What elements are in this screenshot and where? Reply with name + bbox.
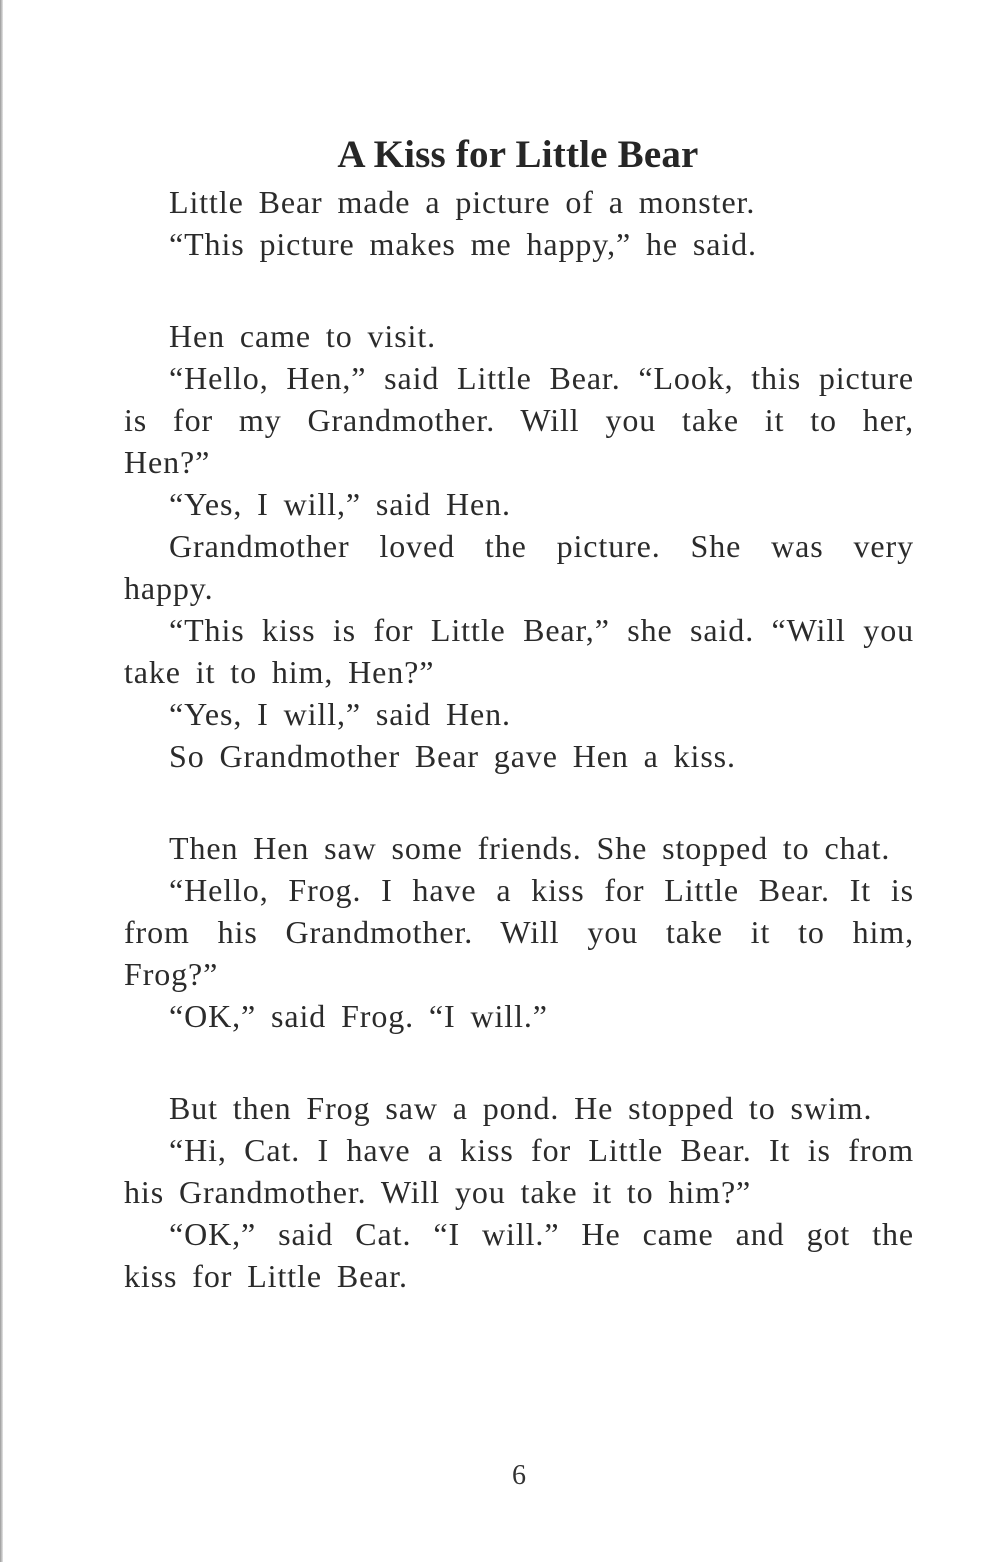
paragraph: “Hi, Cat. I have a kiss for Little Bear. It is from his Grandmother. Will you take it to him?” [124,1132,914,1210]
paragraph: Hen came to visit. [169,318,437,354]
paragraph: “OK,” said Frog. “I will.” [169,998,548,1034]
paragraph: “This kiss is for Little Bear,” she said. “Will you take it to him, Hen?” [124,612,914,690]
paragraph: “This picture makes me happy,” he said. [169,226,757,262]
paragraph: “Hello, Frog. I have a kiss for Little Bear. It is from his Grandmother. Will you take it to him, Frog?” [124,872,914,992]
paragraph: Then Hen saw some friends. She stopped to chat. [169,830,891,866]
page-number: 6 [512,1460,526,1491]
page-title: A Kiss for Little Bear [337,133,699,177]
paragraph: But then Frog saw a pond. He stopped to swim. [169,1090,873,1126]
paragraph: “Hello, Hen,” said Little Bear. “Look, this picture is for my Grandmother. Will you take it to her, Hen?” [124,360,914,480]
paragraph: “Yes, I will,” said Hen. [169,486,511,522]
paragraph: Grandmother loved the picture. She was very happy. [124,528,914,606]
page-edge [0,0,3,1562]
story-text [124,181,914,1297]
paragraph: Little Bear made a picture of a monster. [169,184,756,220]
paragraph: “Yes, I will,” said Hen. [169,696,511,732]
paragraph: So Grandmother Bear gave Hen a kiss. [169,738,736,774]
paragraph: “OK,” said Cat. “I will.” He came and got the kiss for Little Bear. [124,1216,914,1294]
